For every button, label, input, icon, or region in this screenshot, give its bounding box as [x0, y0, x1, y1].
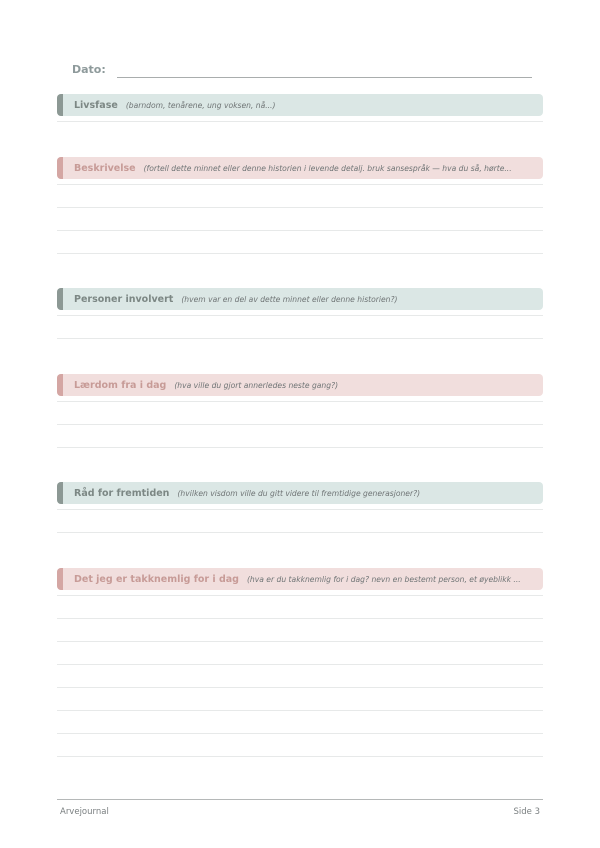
section-header [57, 94, 543, 116]
section-header [57, 374, 543, 396]
section-title: Personer involvert [74, 293, 174, 305]
section-header [57, 288, 543, 310]
writing-line[interactable] [57, 665, 543, 688]
writing-line[interactable] [57, 688, 543, 711]
writing-line[interactable] [57, 231, 543, 254]
section-accent [57, 288, 63, 310]
writing-lines[interactable] [57, 396, 543, 448]
writing-line[interactable] [57, 316, 543, 339]
writing-line[interactable] [57, 185, 543, 208]
section-accent [57, 482, 63, 504]
section-header [57, 157, 543, 179]
section-hint: (hvem var en del av dette minnet eller denne historien?) [181, 294, 398, 304]
writing-line[interactable] [57, 642, 543, 665]
section-title: Det jeg er takknemlig for i dag [74, 573, 239, 585]
section-hint: (hva er du takknemlig for i dag? nevn en bestemt person, et øyeblikk ... [246, 574, 521, 584]
section-hint: (hvilken visdom ville du gitt videre til fremtidige generasjoner?) [177, 488, 421, 498]
writing-lines[interactable] [57, 310, 543, 339]
writing-lines[interactable] [57, 504, 543, 533]
footer-divider [57, 799, 543, 800]
section-hint: (barndom, tenårene, ung voksen, nå...) [125, 100, 276, 110]
writing-line[interactable] [57, 734, 543, 757]
section-title: Råd for fremtiden [74, 487, 170, 499]
date-input-line[interactable] [117, 77, 532, 78]
writing-line[interactable] [57, 510, 543, 533]
section-beskrivelse [57, 157, 543, 254]
section-hint: (hva ville du gjort annerledes neste gang?) [174, 380, 339, 390]
section-header [57, 568, 543, 590]
section-rad-for-fremtiden [57, 482, 543, 533]
section-accent [57, 94, 63, 116]
writing-line[interactable] [57, 619, 543, 642]
writing-lines[interactable] [57, 179, 543, 254]
section-accent [57, 157, 63, 179]
section-header [57, 482, 543, 504]
writing-lines[interactable] [57, 590, 543, 757]
section-accent [57, 374, 63, 396]
section-takknemlig [57, 568, 543, 757]
section-livsfase [57, 94, 543, 122]
section-laerdom [57, 374, 543, 448]
section-title: Lærdom fra i dag [74, 379, 167, 391]
section-hint: (fortell dette minnet eller denne historien i levende detalj. bruk sansespråk — hva du så, hørte... [143, 163, 512, 173]
writing-line[interactable] [57, 425, 543, 448]
footer-journal-title: Arvejournal [60, 807, 109, 817]
writing-line[interactable] [57, 711, 543, 734]
writing-line[interactable] [57, 208, 543, 231]
footer-page-number: Side 3 [513, 807, 540, 817]
writing-line[interactable] [57, 596, 543, 619]
date-label: Dato: [72, 63, 106, 76]
writing-lines[interactable] [57, 116, 543, 122]
writing-line[interactable] [57, 402, 543, 425]
section-accent [57, 568, 63, 590]
section-title: Livsfase [74, 99, 118, 111]
writing-line[interactable] [57, 116, 543, 122]
section-personer-involvert [57, 288, 543, 339]
section-title: Beskrivelse [74, 162, 136, 174]
date-row [72, 63, 532, 79]
